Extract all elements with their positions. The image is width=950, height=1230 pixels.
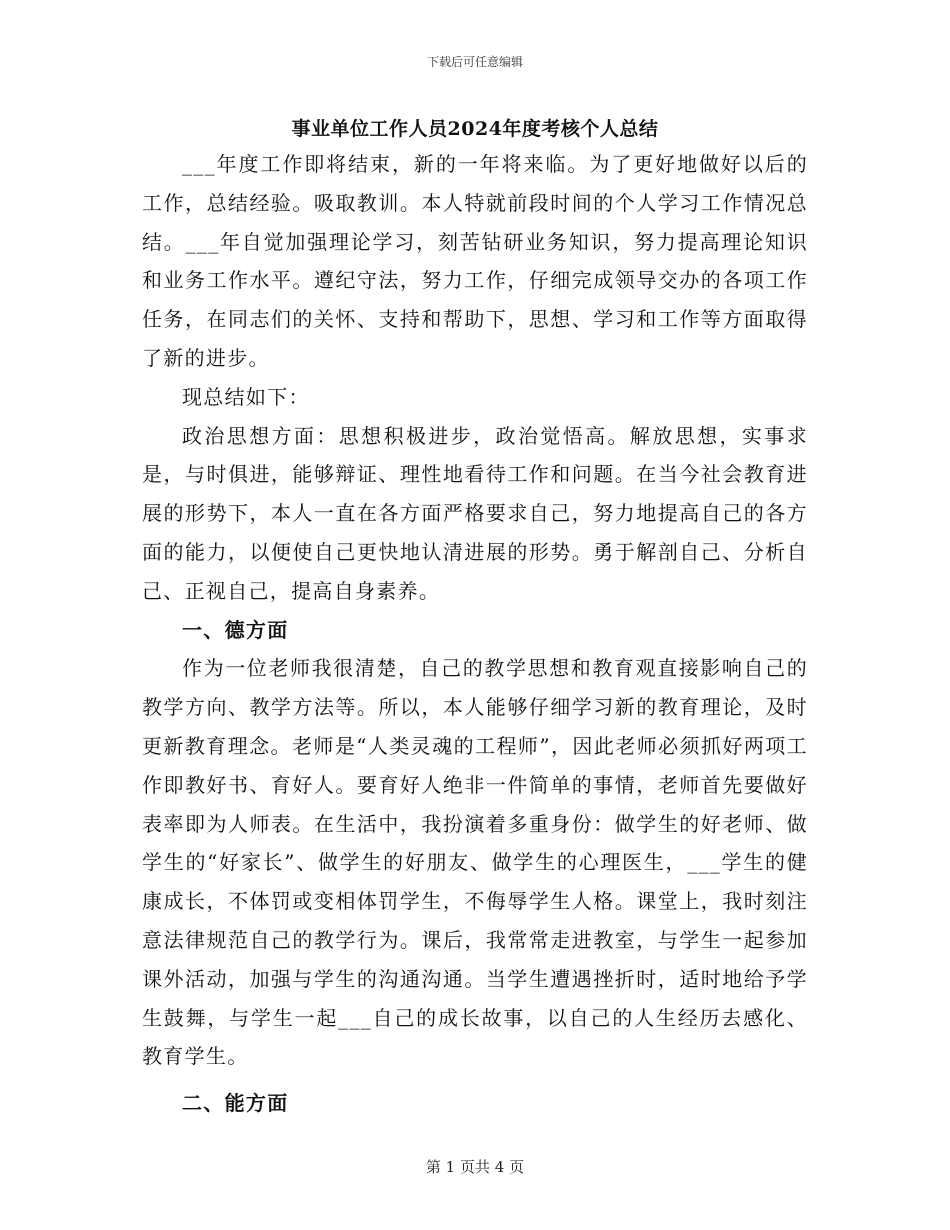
- page-number-footer: 第 1 页共 4 页: [425, 1158, 525, 1176]
- header-note: 下载后可任意编辑: [426, 55, 523, 69]
- section-heading-morality: 一、德方面: [182, 617, 289, 642]
- section-heading-ability: 二、能方面: [182, 1091, 289, 1116]
- document-title: 事业单位工作人员2024年度考核个人总结: [291, 118, 659, 140]
- morality-paragraph: 作为一位老师我很清楚，自己的教学思想和教育观直接影响自己的教学方向、教学方法等。所以，本人能够仔细学习新的教育理论，及时更新教育理念。老师是“人类灵魂的工程师”，因此老师必须抓好两项工作即教好书、育好人。要育好人绝非一件简单的事情，老师首先要做好表率即为人师表。在生活中，我扮演着多重身份：做学生的好老师、做学生的“好家长”、做学生的好朋友、做学生的心理医生，___学生的健康成长，不体罚或变相体罚学生，不侮辱学生人格。课堂上，我时刻注意法律规范自己的教学行为。课后，我常常走进教室，与学生一起参加课外活动，加强与学生的沟通沟通。当学生遭遇挫折时，适时地给予学生鼓舞，与学生一起___自己的成长故事，以自己的人生经历去感化、教育学生。: [142, 656, 808, 1069]
- summary-lead-paragraph: 现总结如下：: [182, 384, 310, 409]
- intro-paragraph: ___年度工作即将结束，新的一年将来临。为了更好地做好以后的工作，总结经验。吸取教训。本人特就前段时间的个人学习工作情况总结。___年自觉加强理论学习，刻苦钻研业务知识，努力提高理论知识和业务工作水平。遵纪守法，努力工作，仔细完成领导交办的各项工作任务，在同志们的关怀、支持和帮助下，思想、学习和工作等方面取得了新的进步。: [142, 152, 808, 370]
- political-thought-paragraph: 政治思想方面：思想积极进步，政治觉悟高。解放思想，实事求是，与时俱进，能够辩证、理性地看待工作和问题。在当今社会教育进展的形势下，本人一直在各方面严格要求自己，努力地提高自己的各方面的能力，以便使自己更快地认清进展的形势。勇于解剖自己、分析自己、正视自己，提高自身素养。: [142, 423, 808, 603]
- document-body: [142, 145, 808, 1123]
